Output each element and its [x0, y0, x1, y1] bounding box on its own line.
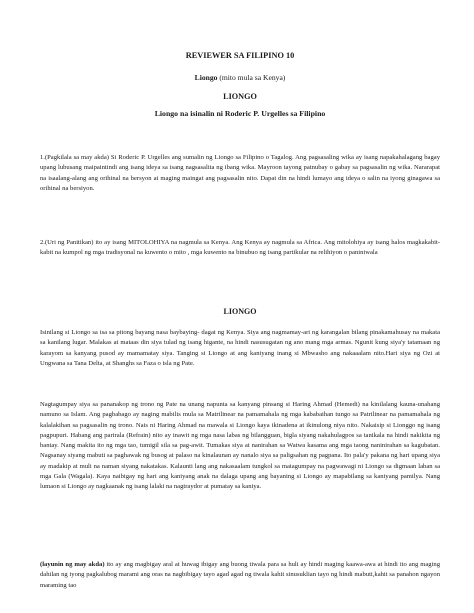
paragraph-author-purpose: [40, 560, 440, 591]
document-subtitle: [40, 73, 440, 82]
translator-heading: Liongo na isinalin ni Roderic P. Urgelles sa Filipino: [154, 109, 326, 118]
story-heading-liongo: LIONGO: [223, 307, 257, 316]
purpose-label: (layunin ng may akda): [40, 561, 105, 568]
paragraph-literature-type: 2.(Uri ng Panitikan) ito ay isang MITOLOHIYA na nagmula sa Kenya. Ang Kenya ay nagmula sa Africa. Ang mitolohiya ay isang halos magkakabit-kabit na kumpol ng mga tradisyonal na kuwento o mito , mga kuwento na binubuo ng isang partikular na relihiyon o paniniwala: [40, 239, 440, 257]
subtitle-bold: Liongo: [194, 73, 218, 82]
paragraph-story-intro: Isinilang si Liongo sa isa sa pitong bayang nasa baybaying- dagat ng Kenya. Siya ang nagmamay-ari ng karangalan bilang pinakamahusay na makata sa kanilang lugar. Malakas at mataas din siya tulad ng isang higante, na hindi nasusugatan ng ano mang mga armas. Ngunit kung siya'y tatamaan ng karayom sa kanyang pusod ay mamamatay siya. Tanging si Liongo at ang kaniyang inang si Mbwasho ang nakaaalam nito.Hari siya ng Ozi at Ungwana sa Tana Delta, at Shanghs sa Faza o isla ng Pate.: [40, 329, 440, 367]
document-title: REVIEWER SA FILIPINO 10: [185, 51, 295, 60]
subtitle-rest: (mito mula sa Kenya): [217, 73, 286, 82]
purpose-text: ito ay ang magbigay aral at huwag ibigay ang buong tiwala para sa huli ay hindi maging kaawa-awa at hindi ito ang maging dahilan ng iyong pagkalubog marami ang oras na nagbibigay tayo agad agad ng tiwala kahit sinusuklian tayo ng hindi mabuti,kahit sa panahon ngayon maraming tao: [40, 561, 440, 589]
paragraph-story-body: Nagtagumpay siya sa pananakop ng trono ng Pate na unang napunta sa kanyang pinsang si Haring Ahmad (Hemedi) na kinilalang kauna-unahang namuno sa Islam. Ang pagbabago ay naging mabilis mula sa Matrilinear na pamamahala ng mga kababaihan tungo sa Patrilinear na pamamahala ng kalalakihan sa pagsasalin ng trono. Nais ni Haring Ahmad na mawala si Liongo kaya ikinadena at ikinulong niya nito. Nakaisip si Lionggo ng isang pagpupuri. Habang ang parirala (Refrain) nito ay inawit ng mga nasa labas ng bilangguan, bigla siyang nakahulagpos sa tanikala na hindi nakikita ng bantay. Nang makita ito ng mga tao, tumigil sila sa pag-awit. Tumakas siya at nanirahan sa Watwa kasama ang mga taong naninirahan sa kagubatan. Nagsanay siyang mabuti sa paghawak ng busog at palaso na kinalaunan ay nanalo siya sa paligsahan ng pagpana. Ito pala'y pakana ng hari upang siya ay madakip at muli na naman siyang nakatakas. Kalaunti lang ang nakasaalam tungkol sa matagumpay na pagwawagi ni Liongo sa digmaan laban sa mga Gala (Wagala). Kaya naibigay ng hari ang kaniyang anak na dalaga upang ang bayaning si Liongo ay mapabilang sa kaniyang pamilya. Nang lumaon si Liongo ay nagkaanak ng isang lalaki na nagtraydor at pumatay sa kaniya.: [40, 401, 440, 491]
section-heading-liongo: LIONGO: [223, 92, 257, 101]
paragraph-author-recognition: 1.(Pagkilala sa may akda) Si Roderic P. Urgelles ang sumalin ng Liongo sa Filipino o Tagalog. Ang pagsasaling wika ay isang napakahalagang bagay upang lubusang maipaintindi ang isang ideya sa isang nagsasalita ng ibang wika. Mayroon tayong patnubay o gabay sa pagsasalin ng wika. Nararapat na isaalang-alang ang orihinal na bersyon at maging maingat ang pagsasalin nito. Dapat din na hindi lumayo ang ideya o salin na iyong ginagawa sa orihinal na bersiyon.: [40, 154, 440, 192]
